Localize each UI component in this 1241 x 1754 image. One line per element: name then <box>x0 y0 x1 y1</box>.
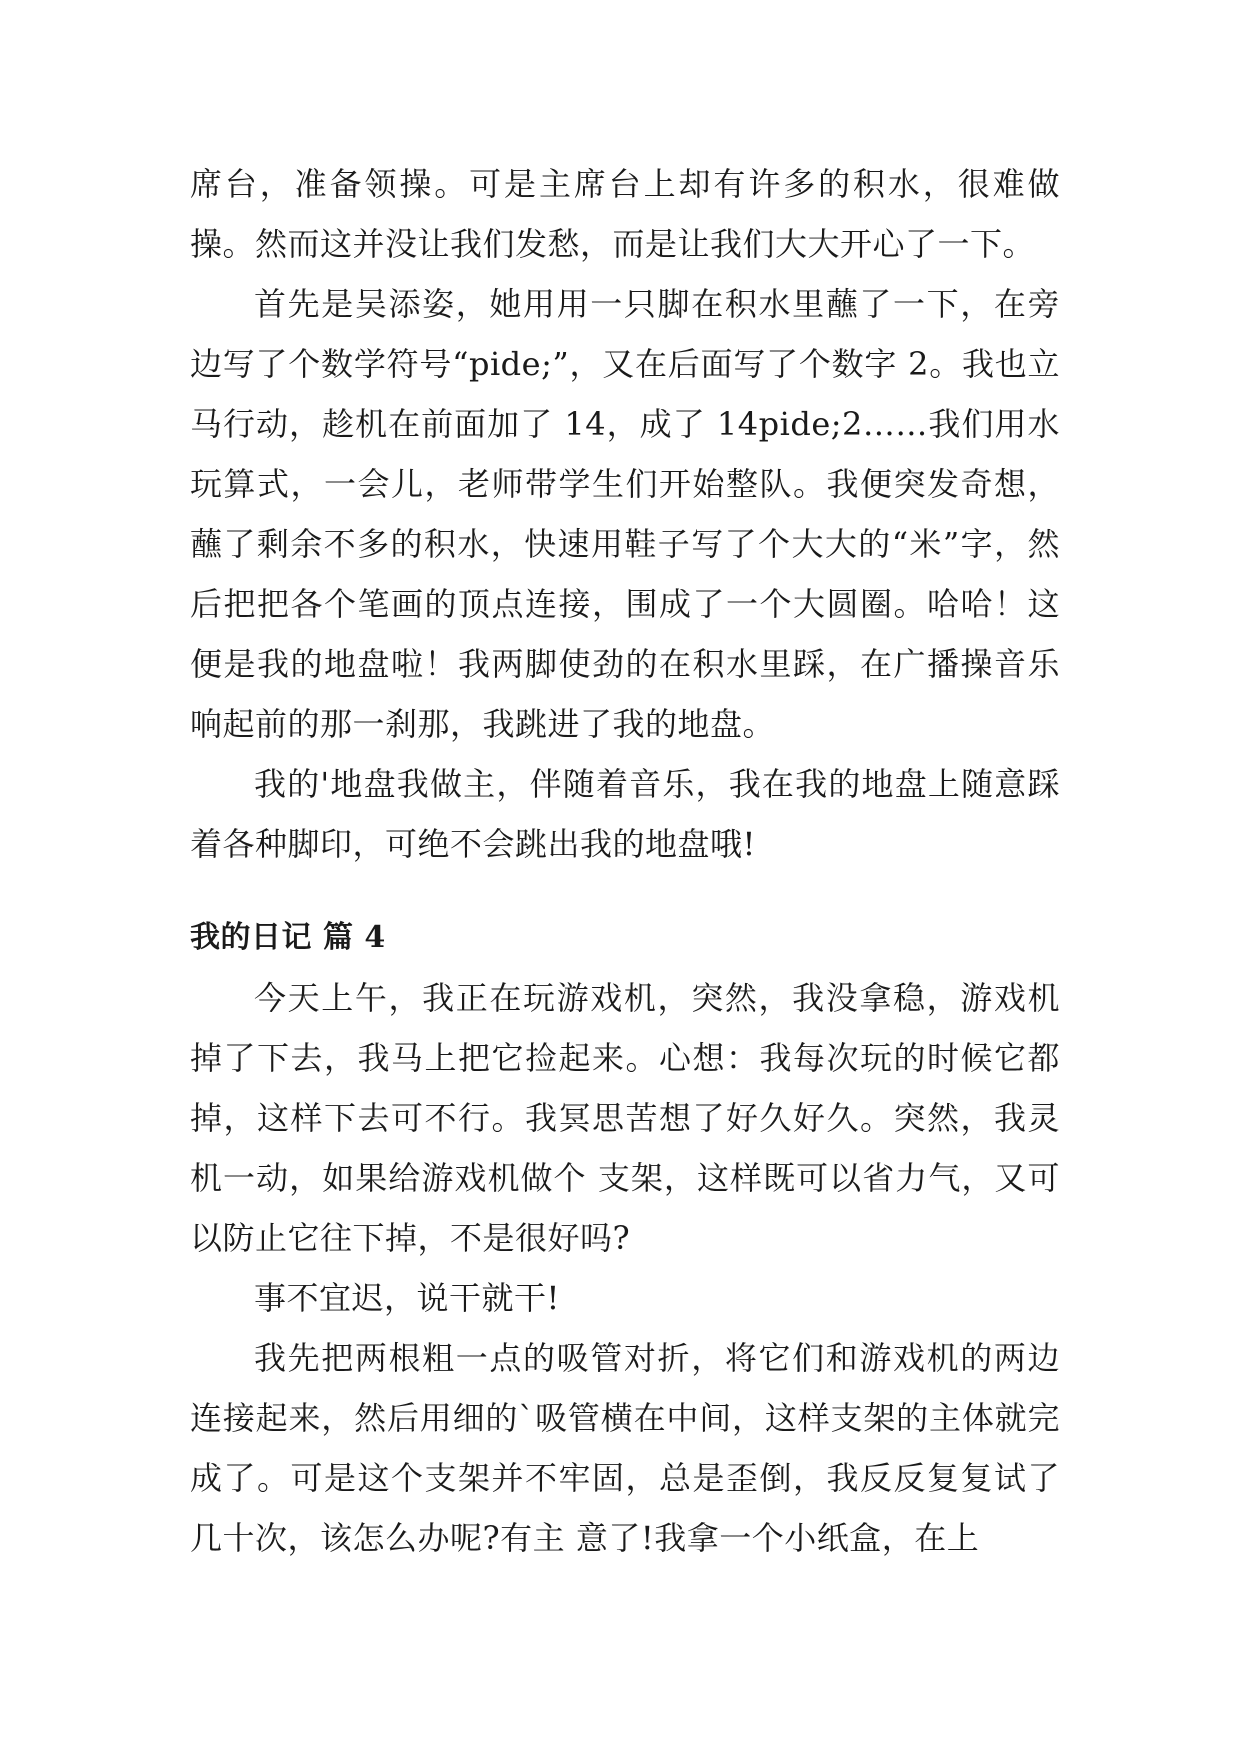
top-text-block <box>190 154 1060 874</box>
paragraph-wu-tianzi: 首先是吴添姿，她用用一只脚在积水里蘸了一下，在旁边写了个数学符号“pide;”，又在后面写了个数字 2。我也立马行动，趁机在前面加了 14，成了 14pide;2……我们用水玩算式，一会儿，老师带学生们开始整队。我便突发奇想，蘸了剩余不多的积水，快速用鞋子写了个大大的“米”字，然后把把各个笔画的顶点连接，围成了一个大圆圈。哈哈！这便是我的地盘啦！我两脚使劲的在积水里踩，在广播操音乐响起前的那一刹那，我跳进了我的地盘。 <box>190 285 1060 743</box>
paragraph-game-console: 今天上午，我正在玩游戏机，突然，我没拿稳，游戏机掉了下去，我马上把它捡起来。心想：我每次玩的时候它都掉，这样下去可不行。我冥思苦想了好久好久。突然，我灵机一动，如果给游戏机做个 支架，这样既可以省力气，又可以防止它往下掉，不是很好吗? <box>190 979 1060 1257</box>
paragraph-straw-stand: 我先把两根粗一点的吸管对折，将它们和游戏机的两边连接起来，然后用细的`吸管横在中间，这样支架的主体就完成了。可是这个支架并不牢固，总是歪倒，我反反复复试了几十次，该怎么办呢?有主 意了!我拿一个小纸盒，在上 <box>190 1339 1060 1557</box>
continuation-paragraph: 席台，准备领操。可是主席台上却有许多的积水，很难做操。然而这并没让我们发愁，而是让我们大大开心了一下。 <box>190 165 1060 263</box>
paragraph-my-territory: 我的'地盘我做主，伴随着音乐，我在我的地盘上随意踩着各种脚印，可绝不会跳出我的地盘哦! <box>190 765 1060 863</box>
paragraph-no-delay: 事不宜迟，说干就干! <box>254 1279 560 1317</box>
section-heading: 我的日记 篇 4 <box>190 920 386 955</box>
bottom-text-block <box>190 908 1060 1568</box>
